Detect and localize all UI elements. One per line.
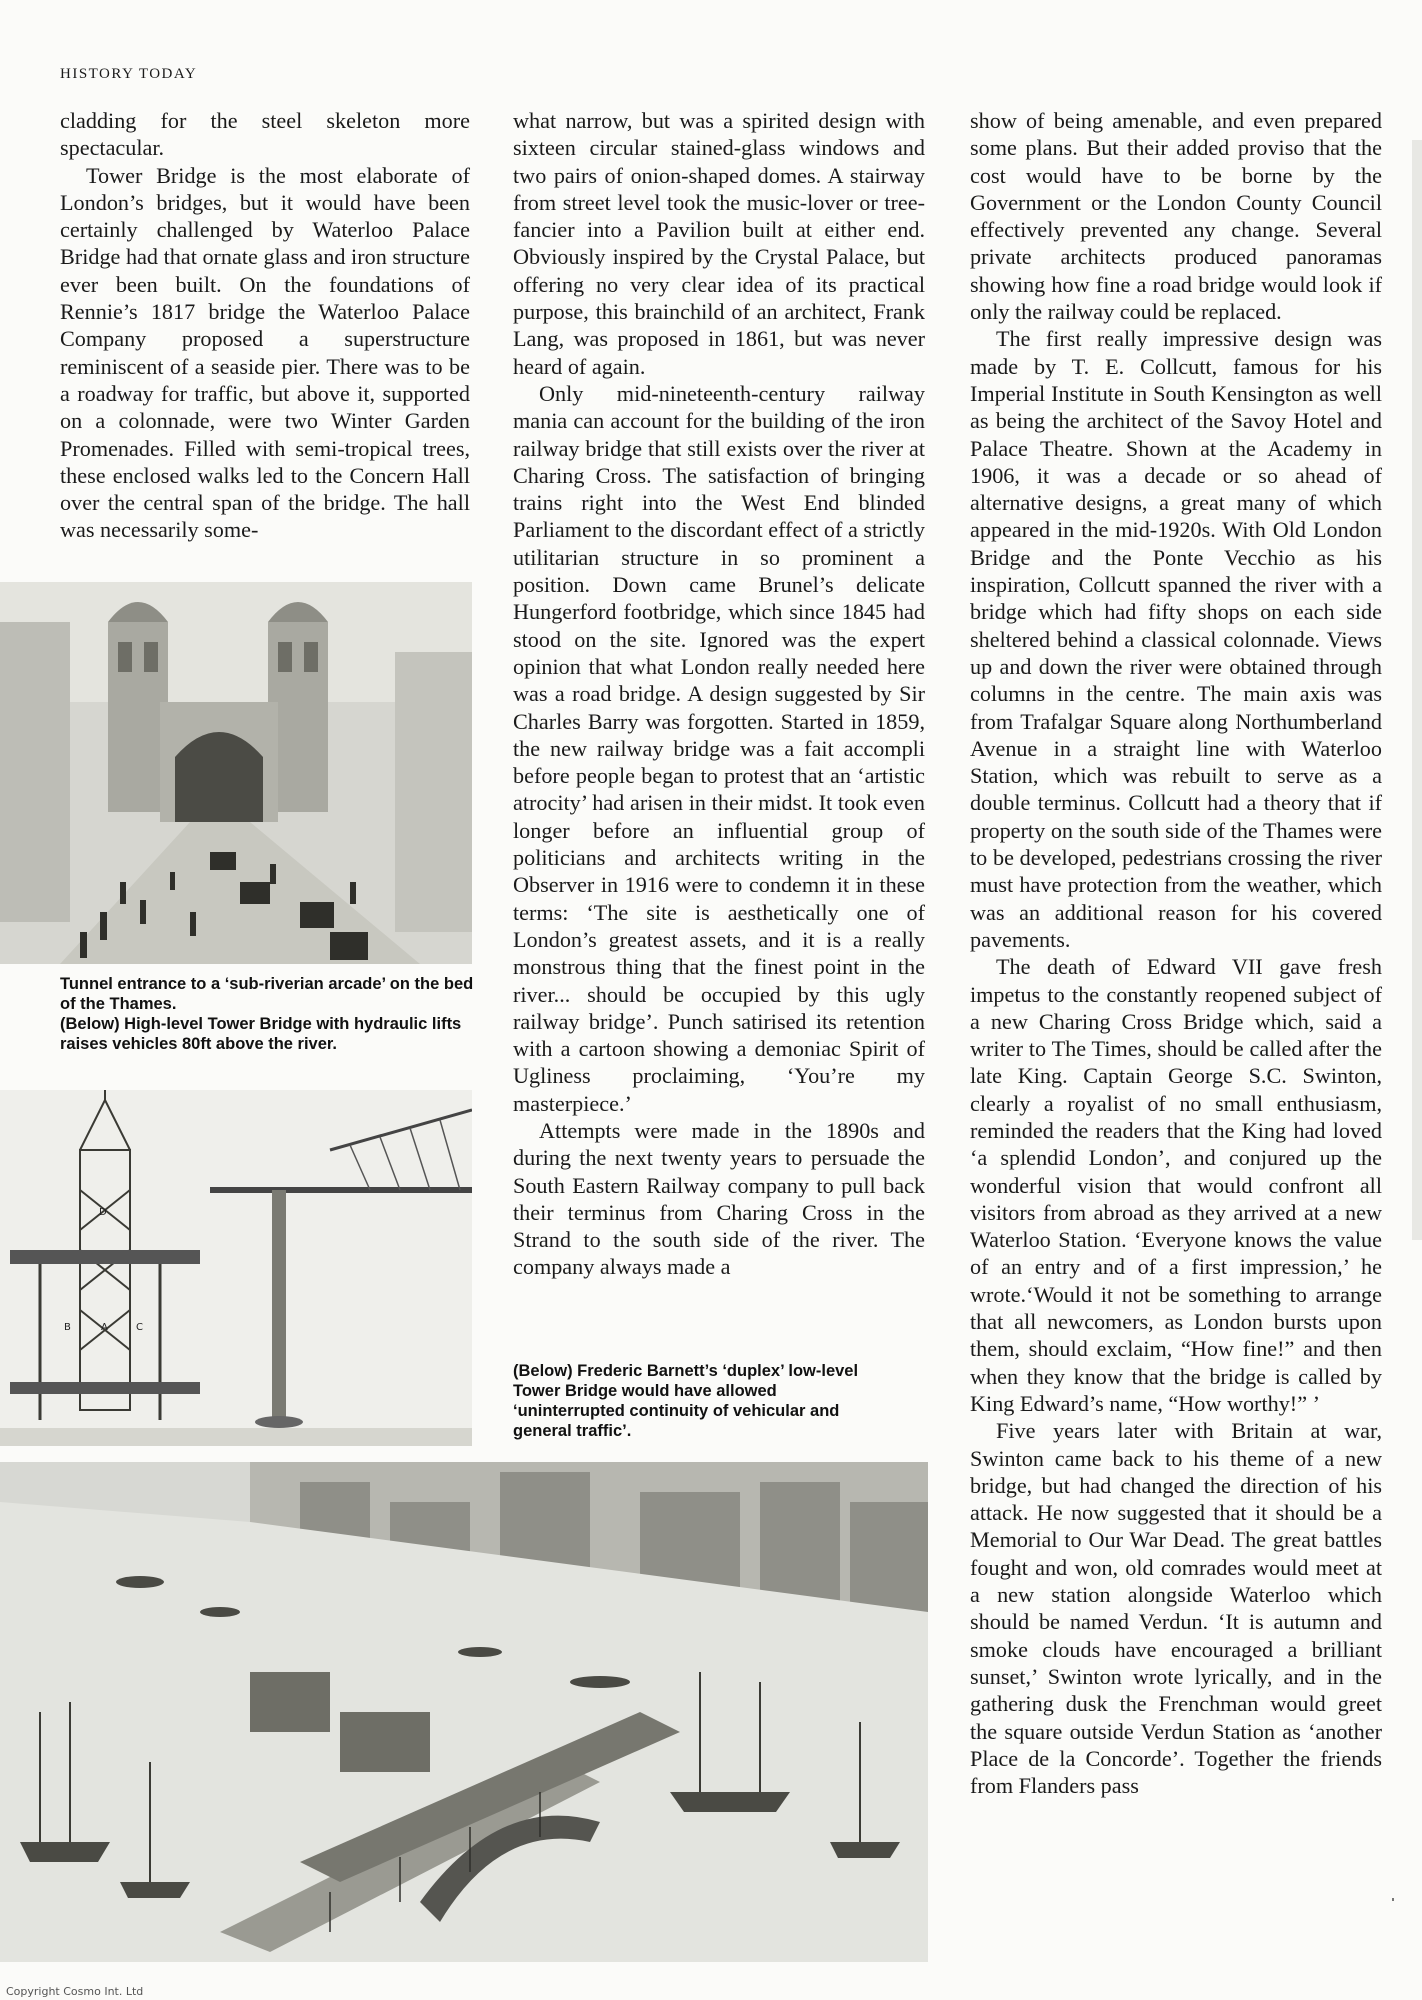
paragraph: show of being amenable, and even prepared some plans. But their added proviso that the cost would have to be borne by the Government or the London County Council effectively prevented any change. Several private architects produced panoramas showing how fine a road bridge would look if only the railway could be replaced.: [970, 108, 1382, 325]
figure-label: A: [101, 1322, 108, 1333]
figure-caption-tunnel: [60, 974, 478, 1054]
caption-line: (Below) High-level Tower Bridge with hydraulic lifts raises vehicles 80ft above the river.: [60, 1015, 462, 1053]
running-header: HISTORY TODAY: [60, 66, 198, 82]
text-column-2: [513, 107, 925, 1281]
text-column-1: [60, 107, 470, 544]
print-mark: [1392, 1898, 1394, 1901]
paragraph: Attempts were made in the 1890s and during the next twenty years to persuade the South Eastern Railway company to pull back their terminus from Charing Cross in the Strand to the south side of the river. The company always made a: [513, 1117, 925, 1280]
figure-caption-duplex: (Below) Frederic Barnett’s ‘duplex’ low-level Tower Bridge would have allowed ‘uninterrupted continuity of vehicular and general traffic’.: [513, 1362, 859, 1440]
page-edge-shadow: [1412, 140, 1422, 1240]
high-level-tower-bridge-illustration: [0, 1090, 472, 1446]
copyright-notice: Copyright Cosmo Int. Ltd: [6, 1985, 144, 1998]
figure-label: D: [99, 1207, 107, 1218]
paragraph: what narrow, but was a spirited design with sixteen circular stained-glass windows and two pairs of onion-shaped domes. A stairway from street level took the music-lover or tree-fancier into a Pavilion built at either end. Obviously inspired by the Crystal Palace, but offering no very clear idea of its practical purpose, this brainchild of an architect, Frank Lang, was proposed in 1861, but was never heard of again.: [513, 108, 925, 379]
duplex-bridge-panorama-illustration: [0, 1462, 928, 1962]
caption-line: Tunnel entrance to a ‘sub-riverian arcade’ on the bed of the Thames.: [60, 975, 474, 1013]
tunnel-arcade-illustration: [0, 582, 472, 964]
figure-label: C: [136, 1322, 143, 1333]
paragraph: Tower Bridge is the most elaborate of London’s bridges, but it would have been certainly challenged by Waterloo Palace Bridge had that ornate glass and iron structure ever been built. On the foundations of Rennie’s 1817 bridge the Waterloo Palace Company proposed a superstructure reminiscent of a seaside pier. There was to be a roadway for traffic, but above it, supported on a colonnade, were two Winter Garden Promenades. Filled with semi-tropical trees, these enclosed walks led to the Concern Hall over the central span of the bridge. The hall was necessarily some-: [60, 162, 470, 543]
paragraph: The first really impressive design was made by T. E. Collcutt, famous for his Imperial Institute in South Kensington as well as being the architect of the Savoy Hotel and Palace Theatre. Shown at the Academy in 1906, it was a decade or so ahead of alternative designs, a great many of which appeared in the mid-1920s. With Old London Bridge and the Ponte Vecchio as his inspiration, Collcutt spanned the river with a bridge which had fifty shops on each side sheltered behind a classical colonnade. Views up and down the river were obtained through columns in the centre. The main axis was from Trafalgar Square along Northumberland Avenue in a straight line with Waterloo Station, which was rebuilt to serve as a double terminus. Collcutt had a theory that if property on the south side of the Thames were to be developed, pedestrians crossing the river must have protection from the weather, which was an additional reason for his covered pavements.: [970, 326, 1382, 952]
paragraph: Five years later with Britain at war, Swinton came back to his theme of a new bridge, but had changed the direction of his attack. He now suggested that it should be a Memorial to Our War Dead. The great battles fought and won, old comrades would meet at a new station alongside Waterloo which should be named Verdun. ‘It is autumn and smoke clouds have encouraged a brilliant sunset,’ Swinton wrote lyrically, and in the gathering dusk the Frenchman would greet the square outside Verdun Station as ‘another Place de la Concorde’. Together the friends from Flanders pass: [970, 1418, 1382, 1799]
paragraph: cladding for the steel skeleton more spectacular.: [60, 108, 470, 161]
paragraph: The death of Edward VII gave fresh impetus to the constantly reopened subject of a new Charing Cross Bridge which, said a writer to The Times, should be called after the late King. Captain George S.C. Swinton, clearly a royalist of no small enthusiasm, reminded the readers that the King had loved ‘a splendid London’, and conjured up the wonderful vision that would confront all visitors from abroad as they arrived at a new Waterloo Station. ‘Everyone knows the value of an entry and of a first impression,’ he wrote.‘Would it not be something to arrange that all newcomers, as London bursts upon them, should exclaim, “How fine!” and then when they know that the bridge is called by King Edward’s name, “How worthy!” ’: [970, 954, 1382, 1416]
figure-label: B: [64, 1322, 71, 1333]
paragraph: Only mid-nineteenth-century railway mania can account for the building of the iron railway bridge that still exists over the river at Charing Cross. The satisfaction of bringing trains right into the West End blinded Parliament to the discordant effect of a strictly utilitarian structure in so prominent a position. Down came Brunel’s delicate Hungerford footbridge, which since 1845 had stood on the site. Ignored was the expert opinion that what London really needed here was a road bridge. A design suggested by Sir Charles Barry was forgotten. Started in 1859, the new railway bridge was a fait accompli before people began to protest that an ‘artistic atrocity’ had arisen in their midst. It took even longer before an influential group of politicians and architects writing in the Observer in 1916 were to condemn it in these terms: ‘The site is aesthetically one of London’s greatest assets, and it is a really monstrous thing that the finest point in the river... should be occupied by this ugly railway bridge’. Punch satirised its retention with a cartoon showing a demoniac Spirit of Ugliness proclaiming, ‘You’re my masterpiece.’: [513, 380, 925, 1116]
text-column-3: [970, 107, 1382, 1799]
